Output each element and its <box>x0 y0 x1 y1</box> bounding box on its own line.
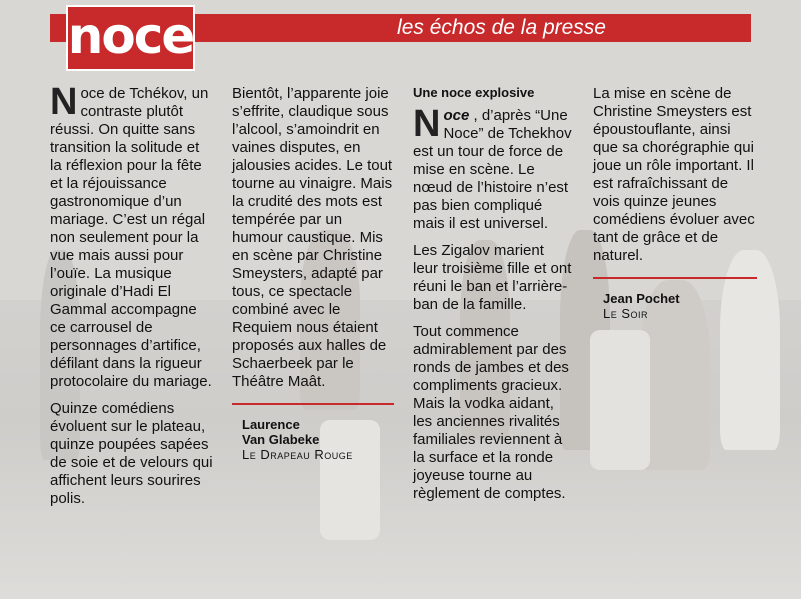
paragraph <box>413 103 573 233</box>
paragraph-text: , d’après “Une Noce” de Tchekhov est un tour de force de mise en scène. Le nœud de l’histoire n’est pas bien compliqué mais il est universel. <box>413 107 572 232</box>
signature-divider <box>593 277 757 279</box>
article-heading: Une noce explosive <box>413 85 535 100</box>
paragraph: Tout commence admirablement par des ronds de jambes et des compliments gracieux. Mais la vodka aidant, les anciennes rivalités familiales reviennent à la surface et la ronde joyeuse tourne au règlement de comptes. <box>413 323 569 502</box>
header-tagline: les échos de la presse <box>397 16 606 39</box>
actor-silhouette <box>590 330 650 470</box>
paragraph: La mise en scène de Christine Smeysters est époustouflante, ainsi que sa chorégraphie qui joue un rôle important. Il est rafraîchissant de vois quinze jeunes comédiens évoluer avec tant de grâce et de naturel. <box>593 85 755 264</box>
article-column-2 <box>232 85 394 462</box>
publication-name: Le Soir <box>603 306 649 321</box>
dropcap: N <box>50 81 78 123</box>
article-column-1 <box>50 81 214 517</box>
article-column-4 <box>593 85 757 321</box>
paragraph: Les Zigalov marient leur troisième fille et ont réuni le ban et l’arrière-ban de la famille. <box>413 242 572 313</box>
signature-divider <box>232 403 394 405</box>
signature-block <box>593 291 757 321</box>
paragraph <box>50 81 214 391</box>
noce-logo <box>68 7 193 69</box>
author-name: Laurence <box>242 417 300 432</box>
dropcap: N <box>413 103 441 145</box>
author-name: Van Glabeke <box>242 432 320 447</box>
paragraph: Bientôt, l’apparente joie s’effrite, claudique sous l’alcool, s’amoindrit en vaines disputes, en jalousies acides. Le tout tourne au vinaigre. Mais la crudité des mots est tempérée par un humour caustique. Mis en scène par Christine Smeysters, adapté par tous, ce spectacle combiné avec le Requiem nous étaient proposés aux halles de Schaerbeek par le Théâtre Maât. <box>232 85 393 390</box>
kicker: oce <box>443 107 470 124</box>
article-column-3 <box>413 85 573 512</box>
author-name: Jean Pochet <box>603 291 680 306</box>
publication-name: Le Drapeau Rouge <box>242 447 353 462</box>
paragraph: Quinze comédiens évoluent sur le plateau, quinze poupées sapées de soie et de velours qui affichent leurs sourires polis. <box>50 400 213 507</box>
logo-text: noce <box>67 7 194 65</box>
signature-block <box>232 417 394 462</box>
paragraph-text: oce de Tchékov, un contraste plutôt réussi. On quitte sans transition la solitude et la réflexion pour la fête et la réjouissance gastronomique d’un mariage. C’est un régal non seulement pour la vue mais aussi pour l’ouïe. La musique originale d’Hadi El Gammal accompagne ce carrousel de personnages d’artifice, défilant dans la rigueur protocolaire du mariage. <box>50 85 212 390</box>
